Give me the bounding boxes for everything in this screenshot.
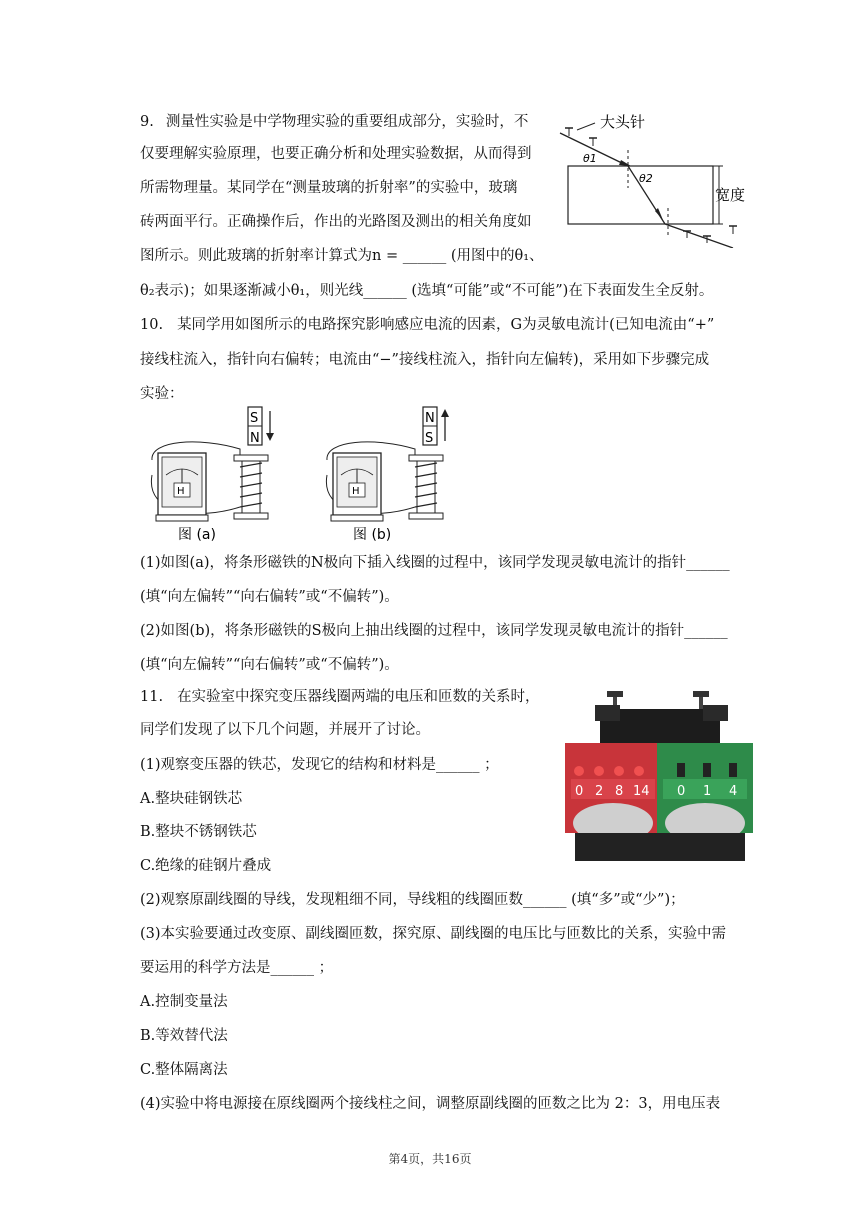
theta2-label: θ2 — [639, 172, 653, 185]
magnet-b-top: N — [425, 411, 435, 426]
caption-a: 图 (a) — [178, 527, 216, 543]
magnet-a-bottom: N — [250, 431, 260, 446]
magnet-a-top: S — [250, 411, 259, 426]
page-footer: 第4页，共16页 — [388, 1152, 472, 1166]
left-tap-0: 0 — [575, 784, 584, 799]
q10-line-2: 接线柱流入，指针向右偏转；电流由“−”接线柱流入，指针向左偏转)，采用如下步骤完成 — [140, 352, 710, 368]
q10-sub1-line-1: (1)如图(a)，将条形磁铁的N极向下插入线圈的过程中，该同学发现灵敏电流计的指针______ — [140, 555, 730, 571]
pin-label: 大头针 — [600, 113, 646, 131]
q11-line-1: 11. 在实验室中探究变压器线圈两端的电压和匝数的关系时， — [140, 689, 540, 705]
q10-line-1: 10. 某同学用如图所示的电路探究影响感应电流的因素，G为灵敏电流计(已知电流由“+” — [140, 317, 715, 333]
transformer-photo — [565, 683, 755, 865]
width-label: 宽度 — [715, 186, 746, 204]
q9-number: 9. — [140, 114, 154, 130]
q9-line-3: 所需物理量。某同学在“测量玻璃的折射率”的实验中，玻璃 — [140, 180, 518, 196]
svg-text:H: H — [352, 486, 360, 497]
q10-line-3: 实验： — [140, 386, 184, 402]
right-tap-1: 1 — [703, 784, 712, 799]
q11-sub3-option-b: B.等效替代法 — [140, 1028, 228, 1044]
right-tap-2: 4 — [729, 784, 738, 799]
galvanometer-figure-b — [315, 405, 475, 545]
q11-sub1-option-a: A.整块硅钢铁芯 — [140, 791, 243, 807]
q10-sub1-line-2: (填“向左偏转”“向右偏转”或“不偏转”)。 — [140, 589, 399, 605]
caption-b: 图 (b) — [353, 527, 392, 543]
q11-sub1-option-b: B.整块不锈钢铁芯 — [140, 824, 257, 840]
q10-sub2-line-2: (填“向左偏转”“向右偏转”或“不偏转”)。 — [140, 657, 399, 673]
q11-sub3-line-2: 要运用的科学方法是______ ； — [140, 960, 334, 976]
refraction-figure — [555, 108, 755, 248]
svg-text:H: H — [177, 486, 185, 497]
q11-sub4: (4)实验中将电源接在原线圈两个接线柱之间，调整原副线圈的匝数之比为 2：3，用电压表 — [140, 1096, 721, 1112]
q11-sub2: (2)观察原副线圈的导线，发现粗细不同，导线粗的线圈匝数______ (填“多”或“少”)； — [140, 892, 685, 908]
q11-line-2: 同学们发现了以下几个问题，并展开了讨论。 — [140, 722, 430, 738]
q10-sub2-line-1: (2)如图(b)，将条形磁铁的S极向上抽出线圈的过程中，该同学发现灵敏电流计的指针______ — [140, 623, 728, 639]
magnet-b-bottom: S — [425, 431, 434, 446]
galvanometer-figure-a — [140, 405, 300, 545]
q11-sub3-line-1: (3)本实验要通过改变原、副线圈匝数，探究原、副线圈的电压比与匝数比的关系，实验中需 — [140, 926, 727, 942]
q11-sub1-option-c: C.绝缘的硅钢片叠成 — [140, 858, 272, 874]
q11-sub1: (1)观察变压器的铁芯，发现它的结构和材料是______ ； — [140, 757, 499, 773]
left-tap-1: 2 — [595, 784, 604, 799]
left-tap-2: 8 — [615, 784, 624, 799]
q9-line-5: 图所示。则此玻璃的折射率计算式为n = ______ (用图中的θ₁、 — [140, 248, 544, 264]
q11-sub3-option-a: A.控制变量法 — [140, 994, 228, 1010]
q10-number: 10. — [140, 317, 164, 333]
q9-line-1: 9. 测量性实验是中学物理实验的重要组成部分，实验时，不 — [140, 114, 529, 130]
theta1-label: θ1 — [583, 152, 597, 165]
q9-line-4: 砖两面平行。正确操作后，作出的光路图及测出的相关角度如 — [140, 214, 532, 230]
q9-line-6: θ₂表示)；如果逐渐减小θ₁，则光线______ (选填“可能”或“不可能”)在下表面发生全反射。 — [140, 283, 714, 299]
q11-number: 11. — [140, 689, 164, 705]
right-tap-0: 0 — [677, 784, 686, 799]
left-tap-3: 14 — [633, 784, 650, 799]
q11-sub3-option-c: C.整体隔离法 — [140, 1062, 228, 1078]
q9-line-2: 仅要理解实验原理，也要正确分析和处理实验数据，从而得到 — [140, 146, 532, 162]
